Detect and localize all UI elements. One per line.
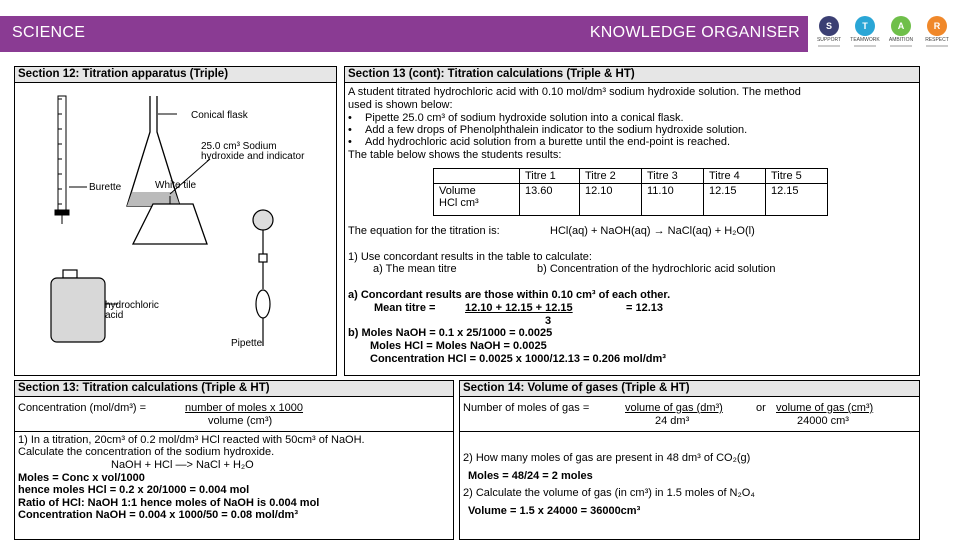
school-values-logos bbox=[812, 16, 960, 56]
answer-line-3: Ratio of HCl: NaOH 1:1 hence moles of NaOH is 0.004 mol bbox=[18, 497, 320, 509]
table-header-cell: Titre 4 bbox=[704, 169, 766, 184]
label-hydrochloric-acid-2: acid bbox=[105, 310, 124, 321]
method-step-3: Add hydrochloric acid solution from a burette until the end-point is reached. bbox=[365, 136, 731, 148]
table-cell: 13.60 bbox=[520, 184, 580, 216]
table-header-row bbox=[434, 169, 828, 184]
question-1-line-2: Calculate the concentration of the sodium hydroxide. bbox=[18, 446, 275, 458]
section-14-title: Section 14: Volume of gases (Triple & HT) bbox=[460, 381, 919, 397]
teamwork-icon: T bbox=[855, 16, 875, 36]
answer-b-line-1: b) Moles NaOH = 0.1 x 25/1000 = 0.0025 bbox=[348, 327, 553, 339]
dm3-denominator: 24 dm³ bbox=[655, 415, 690, 427]
intro-line-2: used is shown below: bbox=[348, 99, 453, 111]
table-row bbox=[434, 184, 828, 216]
mean-titre-denominator: 3 bbox=[545, 315, 552, 327]
label-white-tile: White tile bbox=[155, 180, 197, 191]
method-bullet: • bbox=[348, 112, 352, 124]
ambition-logo: A AMBITION bbox=[886, 16, 916, 47]
section-13-cont-title: Section 13 (cont): Titration calculations (Triple & HT) bbox=[345, 67, 919, 83]
white-tile-icon bbox=[133, 204, 207, 244]
section-divider bbox=[15, 431, 453, 432]
section-13-title: Section 13: Titration calculations (Triple & HT) bbox=[15, 381, 453, 397]
table-cell: 11.10 bbox=[642, 184, 704, 216]
titration-apparatus-diagram bbox=[15, 84, 335, 374]
table-cell: 12.15 bbox=[704, 184, 766, 216]
label-burette: Burette bbox=[89, 182, 122, 193]
subject-title: SCIENCE bbox=[12, 24, 86, 41]
support-logo: S SUPPORT bbox=[814, 16, 844, 47]
method-step-2: Add a few drops of Phenolphthalein indicator to the sodium hydroxide solution. bbox=[365, 124, 748, 136]
mean-titre-label: Mean titre = bbox=[374, 302, 436, 314]
table-row-label: Volume HCl cm³ bbox=[434, 184, 520, 216]
table-cell: 12.15 bbox=[766, 184, 828, 216]
cm3-denominator: 24000 cm³ bbox=[797, 415, 849, 427]
dm3-numerator: volume of gas (dm³) bbox=[625, 402, 723, 414]
pipette-icon bbox=[253, 210, 273, 346]
mean-titre-numerator: 12.10 + 12.15 + 12.15 bbox=[465, 302, 573, 314]
section-13-box bbox=[14, 380, 454, 540]
answer-line-1: Moles = Conc x vol/1000 bbox=[18, 472, 145, 484]
label-sodium-hydroxide-2: hydroxide and indicator bbox=[201, 151, 305, 162]
table-header-cell: Titre 1 bbox=[520, 169, 580, 184]
results-table bbox=[433, 168, 828, 216]
label-sodium-hydroxide-1: 25.0 cm³ Sodium bbox=[201, 141, 277, 152]
concentration-denominator: volume (cm³) bbox=[208, 415, 273, 427]
gas-answer-2: Volume = 1.5 x 24000 = 36000cm³ bbox=[468, 505, 641, 517]
concentration-label: Concentration (mol/dm³) = bbox=[18, 402, 147, 414]
gas-answer-1: Moles = 48/24 = 2 moles bbox=[468, 470, 593, 482]
gas-question-1: 2) How many moles of gas are present in 48 dm³ of CO₂(g) bbox=[463, 452, 751, 464]
question-1-line-1: 1) In a titration, 20cm³ of 0.2 mol/dm³ HCl reacted with 50cm³ of NaOH. bbox=[18, 434, 365, 446]
answer-a-line-1: a) Concordant results are those within 0.10 cm³ of each other. bbox=[348, 289, 671, 301]
intro-line-1: A student titrated hydrochloric acid with 0.10 mol/dm³ sodium hydroxide solution. The method bbox=[348, 86, 801, 98]
titration-equation: HCl(aq) + NaOH(aq) → NaCl(aq) + H₂O(l) bbox=[550, 225, 755, 237]
table-header-cell: Titre 3 bbox=[642, 169, 704, 184]
section-12-box bbox=[14, 66, 337, 376]
label-hydrochloric-acid-1: hydrochloric bbox=[105, 300, 159, 311]
section-13-cont-box bbox=[344, 66, 920, 376]
gas-question-2: 2) Calculate the volume of gas (in cm³) in 1.5 moles of N₂O₄ bbox=[463, 487, 755, 499]
method-bullet: • bbox=[348, 124, 352, 136]
table-intro: The table below shows the students results: bbox=[348, 149, 562, 161]
answer-line-2: hence moles HCl = 0.2 x 20/1000 = 0.004 mol bbox=[18, 484, 250, 496]
method-step-1: Pipette 25.0 cm³ of sodium hydroxide solution into a conical flask. bbox=[365, 112, 684, 124]
section-divider bbox=[460, 431, 919, 432]
cm3-numerator: volume of gas (cm³) bbox=[776, 402, 874, 414]
question-1b: b) Concentration of the hydrochloric acid solution bbox=[537, 263, 776, 275]
table-cell: 12.10 bbox=[580, 184, 642, 216]
respect-logo: R RESPECT bbox=[922, 16, 952, 47]
answer-b-line-2: Moles HCl = Moles NaOH = 0.0025 bbox=[370, 340, 547, 352]
or-text: or bbox=[756, 402, 766, 414]
table-header-cell: Titre 5 bbox=[766, 169, 828, 184]
burette-icon bbox=[55, 96, 69, 224]
page-title: KNOWLEDGE ORGANISER bbox=[589, 24, 800, 41]
question-1a: a) The mean titre bbox=[373, 263, 457, 275]
teamwork-logo: T TEAMWORK bbox=[850, 16, 880, 47]
answer-b-line-3: Concentration HCl = 0.0025 x 1000/12.13 = 0.206 mol/dm³ bbox=[370, 353, 666, 365]
section-12-title: Section 12: Titration apparatus (Triple) bbox=[15, 67, 336, 83]
table-header-cell bbox=[434, 169, 520, 184]
label-pipette: Pipette bbox=[231, 338, 263, 349]
method-bullet: • bbox=[348, 136, 352, 148]
neutralisation-equation: NaOH + HCl —> NaCl + H₂O bbox=[111, 459, 254, 471]
acid-bottle-icon bbox=[51, 270, 105, 342]
support-icon: S bbox=[819, 16, 839, 36]
concentration-numerator: number of moles x 1000 bbox=[185, 402, 304, 414]
ambition-icon: A bbox=[891, 16, 911, 36]
answer-line-4: Concentration NaOH = 0.004 x 1000/50 = 0.08 mol/dm³ bbox=[18, 509, 299, 521]
label-conical-flask: Conical flask bbox=[191, 110, 248, 121]
equation-label: The equation for the titration is: bbox=[348, 225, 500, 237]
section-14-box bbox=[459, 380, 920, 540]
mean-titre-result: = 12.13 bbox=[626, 302, 664, 314]
respect-icon: R bbox=[927, 16, 947, 36]
question-1: 1) Use concordant results in the table to calculate: bbox=[348, 251, 592, 263]
table-header-cell: Titre 2 bbox=[580, 169, 642, 184]
moles-of-gas-label: Number of moles of gas = bbox=[463, 402, 590, 414]
